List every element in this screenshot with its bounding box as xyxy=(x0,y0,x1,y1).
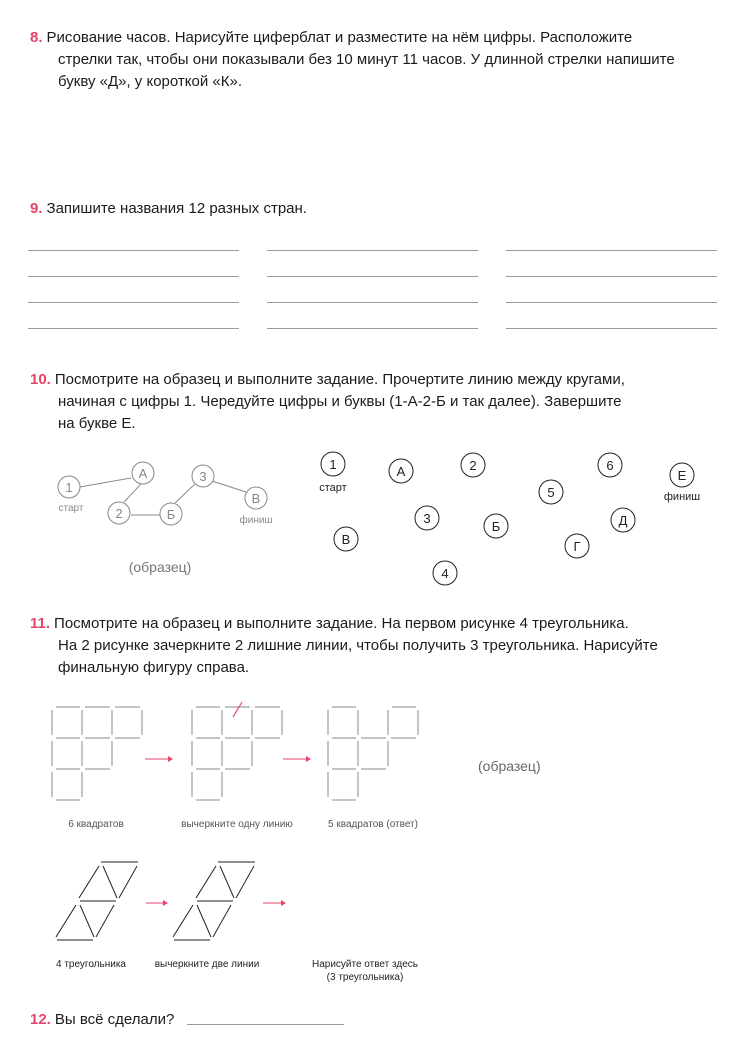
answer-line[interactable] xyxy=(506,250,717,251)
svg-text:А: А xyxy=(396,464,406,479)
start-label: старт xyxy=(319,482,347,494)
task-10 xyxy=(30,369,625,435)
trail-node[interactable] xyxy=(598,453,622,477)
finish-label: финиш xyxy=(663,491,701,503)
svg-text:Г: Г xyxy=(573,539,581,554)
task-text: начиная с цифры 1. Чередуйте цифры и буквы (1-А-2-Б и так далее). Завершите xyxy=(58,393,622,410)
task-text: Посмотрите на образец и выполните задание. На первом рисунке 4 треугольника. xyxy=(54,615,629,632)
svg-text:6: 6 xyxy=(606,458,614,473)
svg-text:5: 5 xyxy=(547,485,555,500)
sample-caption: (образец) xyxy=(478,758,541,774)
trail-making-figure xyxy=(0,440,745,590)
sample-node xyxy=(58,476,80,498)
task-number: 10. xyxy=(30,371,51,388)
trail-node[interactable] xyxy=(415,506,439,530)
matchstick-squares-figure xyxy=(0,695,745,815)
trail-node[interactable] xyxy=(433,561,457,585)
svg-text:3: 3 xyxy=(199,469,207,484)
svg-text:А: А xyxy=(138,466,148,481)
task-number: 9. xyxy=(30,200,43,217)
svg-text:Б: Б xyxy=(166,507,176,522)
triangles-figure-2 xyxy=(173,862,255,940)
task-text: на букве Е. xyxy=(58,415,136,432)
trail-node[interactable] xyxy=(389,459,413,483)
arrow-icon xyxy=(263,900,286,906)
triangles-figure-1 xyxy=(56,862,138,940)
trail-node[interactable] xyxy=(670,463,694,487)
arrow-icon xyxy=(145,756,173,762)
task-text: На 2 рисунке зачеркните 2 лишние линии, чтобы получить 3 треугольника. Нарисуйте xyxy=(58,637,658,654)
cross-out-mark xyxy=(233,702,242,717)
squares-figure-3 xyxy=(328,707,418,800)
task-text: финальную фигуру справа. xyxy=(58,659,250,676)
arrow-icon xyxy=(283,756,311,762)
trail-node[interactable] xyxy=(539,480,563,504)
figure-caption: 5 квадратов (ответ) xyxy=(328,819,418,830)
answer-line[interactable] xyxy=(267,250,478,251)
svg-text:2: 2 xyxy=(115,506,123,521)
matchstick-triangles-figure xyxy=(0,850,745,950)
answer-line[interactable] xyxy=(506,302,717,303)
answer-area-caption: (3 треугольника) xyxy=(326,972,404,983)
task-text: Вы всё сделали? xyxy=(54,1011,175,1028)
sample-node xyxy=(160,503,182,525)
answer-line[interactable] xyxy=(267,302,478,303)
sample-caption: (образец) xyxy=(128,559,192,575)
task-number: 11. xyxy=(30,615,51,632)
figure-caption: 6 квадратов xyxy=(68,819,124,830)
task-number: 8. xyxy=(30,29,43,46)
svg-text:1: 1 xyxy=(329,457,337,472)
task-text: Запишите названия 12 разных стран. xyxy=(46,200,307,217)
figure-caption: вычеркните одну линию xyxy=(181,819,293,830)
answer-line[interactable] xyxy=(28,276,239,277)
answer-line[interactable] xyxy=(28,328,239,329)
answer-area-caption: Нарисуйте ответ здесь xyxy=(311,959,418,970)
sample-node xyxy=(132,462,154,484)
answer-line[interactable] xyxy=(28,250,239,251)
answer-line[interactable] xyxy=(28,302,239,303)
task-text: букву «Д», у короткой «К». xyxy=(58,73,242,90)
task-text: стрелки так, чтобы они показывали без 10 минут 11 часов. У длинной стрелки напишите xyxy=(58,51,675,68)
task-8 xyxy=(30,27,675,93)
task-12 xyxy=(30,1009,174,1031)
figure-caption: 4 треугольника xyxy=(55,959,126,970)
answer-line[interactable] xyxy=(267,276,478,277)
sample-node xyxy=(192,465,214,487)
task-9 xyxy=(30,198,307,220)
sample-finish-label: финиш xyxy=(239,515,273,526)
figure-caption: вычеркните две линии xyxy=(154,959,260,970)
arrow-icon xyxy=(146,900,168,906)
svg-text:В: В xyxy=(341,532,351,547)
sample-node xyxy=(108,502,130,524)
trail-node[interactable] xyxy=(321,452,345,476)
svg-text:В: В xyxy=(251,491,261,506)
task-number: 12. xyxy=(30,1011,51,1028)
svg-text:4: 4 xyxy=(441,566,449,581)
svg-text:2: 2 xyxy=(469,458,477,473)
trail-node[interactable] xyxy=(484,514,508,538)
answer-line[interactable] xyxy=(506,276,717,277)
svg-text:Е: Е xyxy=(677,468,687,483)
trail-node[interactable] xyxy=(611,508,635,532)
squares-figure-1 xyxy=(52,707,142,800)
svg-text:Д: Д xyxy=(618,513,628,528)
task-text: Рисование часов. Нарисуйте циферблат и разместите на нём цифры. Расположите xyxy=(46,29,633,46)
task-11 xyxy=(30,613,658,679)
trail-node[interactable] xyxy=(334,527,358,551)
sample-start-label: старт xyxy=(58,503,84,514)
trail-node[interactable] xyxy=(565,534,589,558)
svg-text:1: 1 xyxy=(65,480,73,495)
answer-line[interactable] xyxy=(187,1024,344,1025)
answer-line[interactable] xyxy=(506,328,717,329)
squares-figure-2 xyxy=(192,707,282,800)
svg-text:Б: Б xyxy=(491,519,501,534)
answer-line[interactable] xyxy=(267,328,478,329)
sample-node xyxy=(245,487,267,509)
task-text: Посмотрите на образец и выполните задание. Прочертите линию между кругами, xyxy=(54,371,625,388)
svg-text:3: 3 xyxy=(423,511,431,526)
trail-node[interactable] xyxy=(461,453,485,477)
